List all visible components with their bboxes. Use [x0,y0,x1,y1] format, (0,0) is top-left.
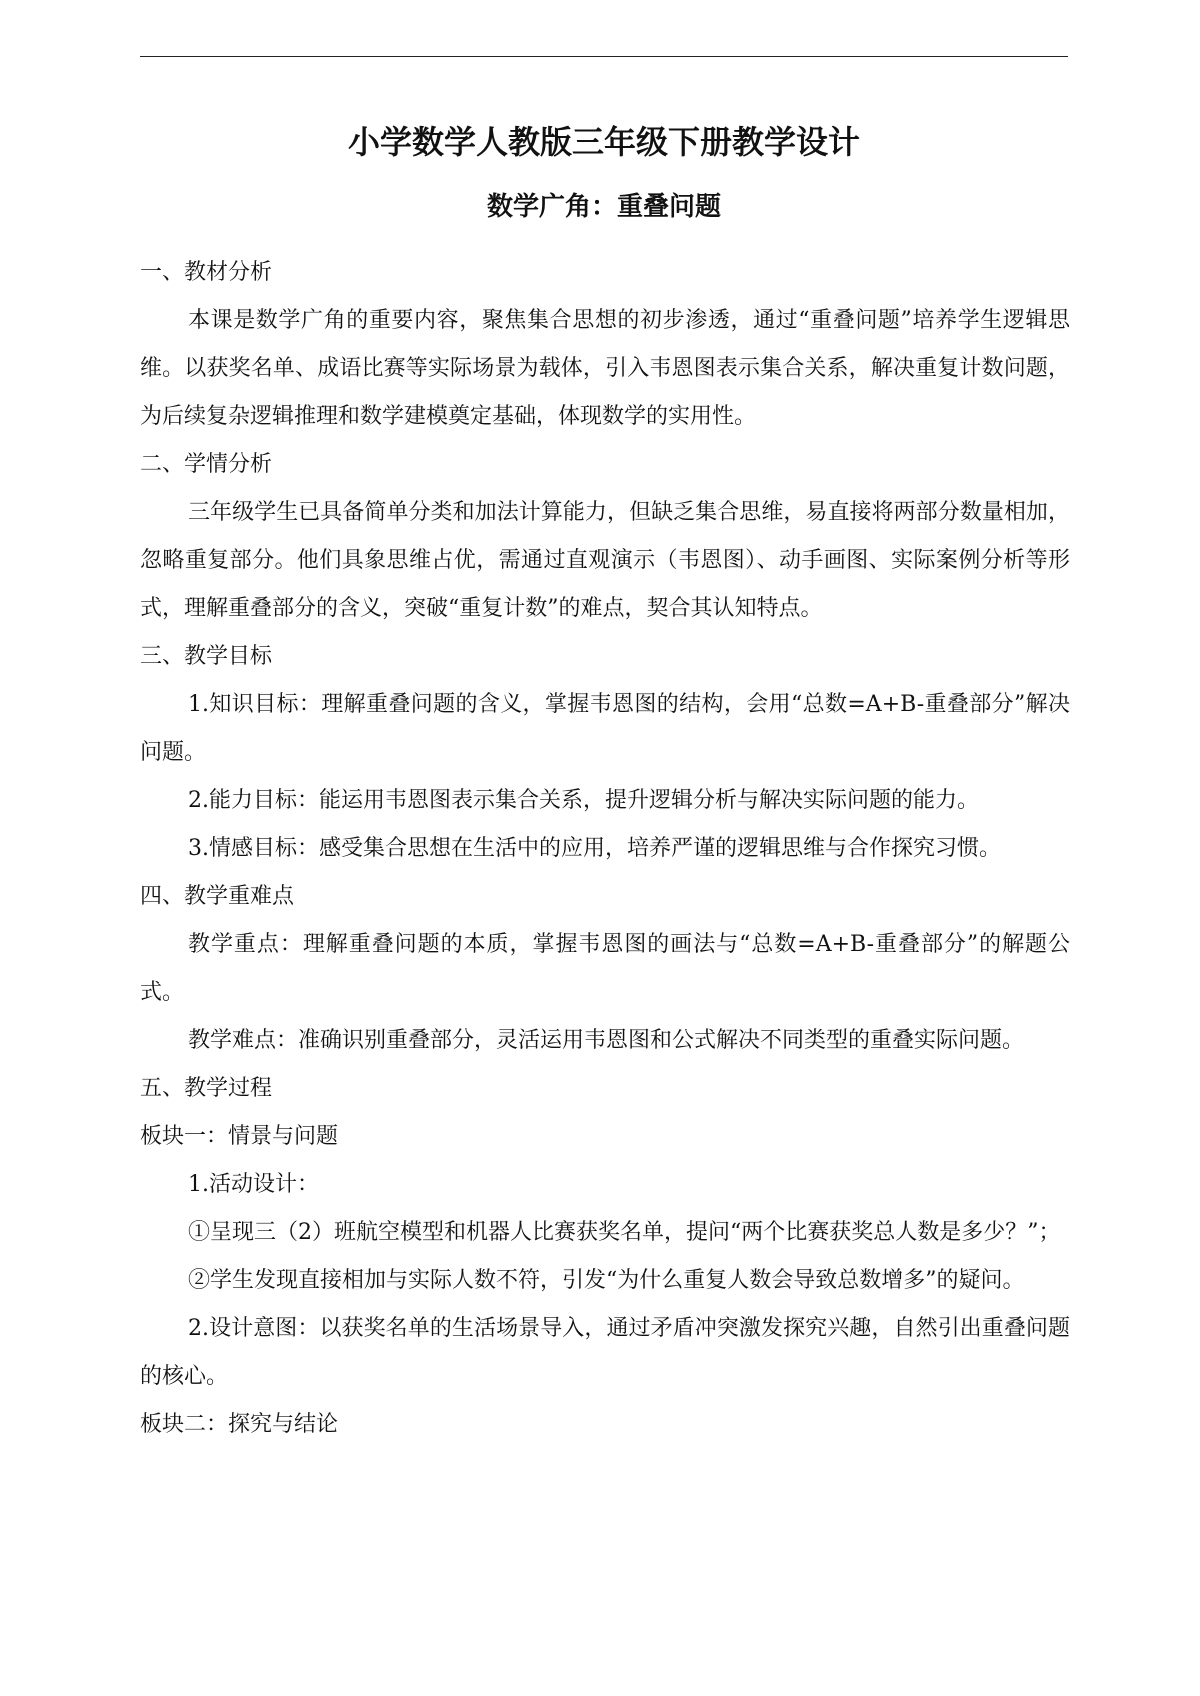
paragraph-textbook-analysis: 本课是数学广角的重要内容，聚焦集合思想的初步渗透，通过“重叠问题”培养学生逻辑思维。以获奖名单、成语比赛等实际场景为载体，引入韦恩图表示集合关系，解决重复计数问题，为后续复杂逻辑推理和数学建模奠定基础，体现数学的实用性。 [140,308,1070,429]
document-title: 小学数学人教版三年级下册教学设计 [347,123,860,161]
goal-emotion: 3.情感目标：感受集合思想在生活中的应用，培养严谨的逻辑思维与合作探究习惯。 [188,836,1001,861]
section-heading-teaching-goals: 三、教学目标 [140,644,273,669]
section-heading-textbook-analysis: 一、教材分析 [140,260,273,285]
design-intent: 2.设计意图：以获奖名单的生活场景导入，通过矛盾冲突激发探究兴趣，自然引出重叠问题的核心。 [140,1316,1070,1389]
document-body [140,249,1070,1449]
paragraph-difficult-point: 教学难点：准确识别重叠部分，灵活运用韦恩图和公式解决不同类型的重叠实际问题。 [188,1028,1025,1053]
document-subtitle: 数学广角：重叠问题 [486,192,721,222]
section-heading-teaching-process: 五、教学过程 [140,1076,273,1101]
paragraph-student-analysis: 三年级学生已具备简单分类和加法计算能力，但缺乏集合思维，易直接将两部分数量相加，忽略重复部分。他们具象思维占优，需通过直观演示（韦恩图）、动手画图、实际案例分析等形式，理解重叠部分的含义，突破“重复计数”的难点，契合其认知特点。 [140,500,1070,621]
activity-design-label: 1.活动设计： [188,1172,319,1197]
block-heading-scenario: 板块一：情景与问题 [140,1124,339,1149]
block-heading-exploration: 板块二：探究与结论 [140,1412,339,1437]
paragraph-key-point: 教学重点：理解重叠问题的本质，掌握韦恩图的画法与“总数=A+B-重叠部分”的解题公式。 [140,932,1070,1005]
activity-item-2: ②学生发现直接相加与实际人数不符，引发“为什么重复人数会导致总数增多”的疑问。 [188,1268,1025,1293]
activity-item-1: ①呈现三（2）班航空模型和机器人比赛获奖名单，提问“两个比赛获奖总人数是多少？”； [188,1220,1061,1245]
goal-ability: 2.能力目标：能运用韦恩图表示集合关系，提升逻辑分析与解决实际问题的能力。 [188,788,979,813]
section-heading-key-difficult-points: 四、教学重难点 [140,884,295,909]
goal-knowledge: 1.知识目标：理解重叠问题的含义，掌握韦恩图的结构，会用“总数=A+B-重叠部分”解决问题。 [140,692,1070,765]
header-rule [140,56,1068,57]
section-heading-student-analysis: 二、学情分析 [140,452,273,477]
